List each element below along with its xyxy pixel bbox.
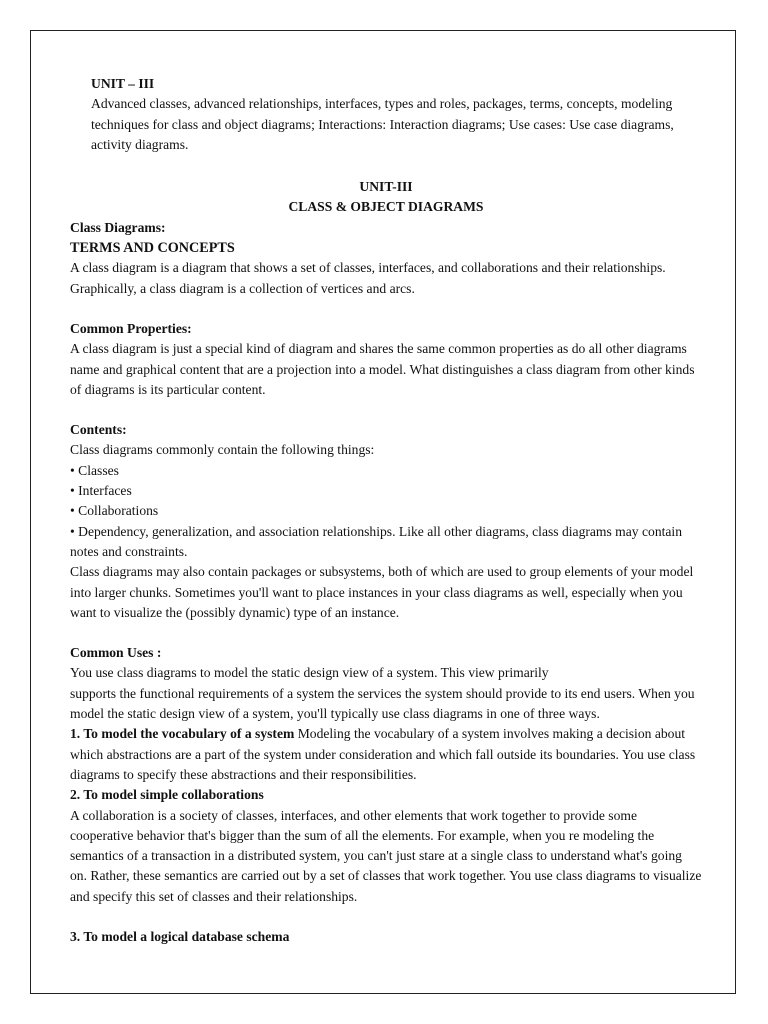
list-item: • Classes [70, 462, 119, 478]
use-item-3-title: 3. To model a logical database schema [70, 928, 290, 944]
list-item: • Dependency, generalization, and association relationships. Like all other diagrams, class diagrams may contain notes and constraints. [70, 523, 682, 559]
spacer [70, 907, 702, 927]
contents-after-text: Class diagrams may also contain packages or subsystems, both of which are used to group elements of your model into larger chunks. Sometimes you'll want to place instances in your class diagrams as well, especially when you want to visualize the (possibly dynamic) type of an instance. [70, 564, 694, 620]
spacer [70, 155, 702, 177]
syllabus-heading: UNIT – III [91, 76, 155, 91]
class-diagrams-text: A class diagram is a diagram that shows a set of classes, interfaces, and collaborations and their relationships. Graphically, a class diagram is a collection of vertices and arcs. [70, 260, 666, 296]
page-title-unit: UNIT-III [359, 179, 413, 195]
use-item-2-title: 2. To model simple collaborations [70, 787, 264, 803]
contents-intro: Class diagrams commonly contain the following things: [70, 442, 375, 458]
list-item: • Collaborations [70, 503, 159, 519]
spacer [70, 623, 702, 643]
section-heading-contents: Contents: [70, 422, 127, 438]
spacer [70, 299, 702, 319]
page-border [30, 30, 736, 994]
section-heading-common-properties: Common Properties: [70, 320, 192, 336]
syllabus-text: Advanced classes, advanced relationships, interfaces, types and roles, packages, terms, concepts, modeling techniques for class and object diagrams; Interactions: Interaction diagrams; Use cases: Use case diagrams, activity diagrams. [91, 96, 674, 152]
section-heading-class-diagrams: Class Diagrams: [70, 219, 166, 235]
use-item-2-text: A collaboration is a society of classes, interfaces, and other elements that work together to provide some cooperative behavior that's bigger than the sum of all the elements. For example, when you re modeling the semantics of a transaction in a distributed system, you can't just stare at a single class to understand what's going on. Rather, these semantics are carried out by a set of classes that work together. You use class diagrams to visualize and specify this set of classes and their relationships. [70, 807, 702, 904]
syllabus-block [70, 74, 702, 155]
section-heading-common-uses: Common Uses : [70, 645, 162, 661]
page-title: CLASS & OBJECT DIAGRAMS [288, 199, 484, 215]
spacer [70, 400, 702, 420]
list-item: • Interfaces [70, 483, 132, 499]
common-properties-text: A class diagram is just a special kind of diagram and shares the same common properties as do all other diagrams name and graphical content that are a projection into a model. What distinguishes a class diagram from other kinds of diagrams is its particular content. [70, 341, 695, 397]
use-item-1-title: 1. To model the vocabulary of a system [70, 726, 295, 742]
use-item-1-text: Modeling the vocabulary of a system involves making a decision about which abstractions are a part of the system under consideration and which fall outside its boundaries. You use class diagrams to specify these abstractions and their responsibilities. [70, 726, 696, 782]
page-content [70, 74, 702, 947]
section-subheading-terms: TERMS AND CONCEPTS [70, 240, 235, 257]
use-item-1 [70, 724, 702, 785]
common-uses-line2: supports the functional requirements of a system the services the system should provide to its end users. When you model the static design view of a system, you'll typically use class diagrams in one of three ways. [70, 685, 695, 722]
common-uses-line1: You use class diagrams to model the static design view of a system. This view primarily [70, 665, 549, 681]
